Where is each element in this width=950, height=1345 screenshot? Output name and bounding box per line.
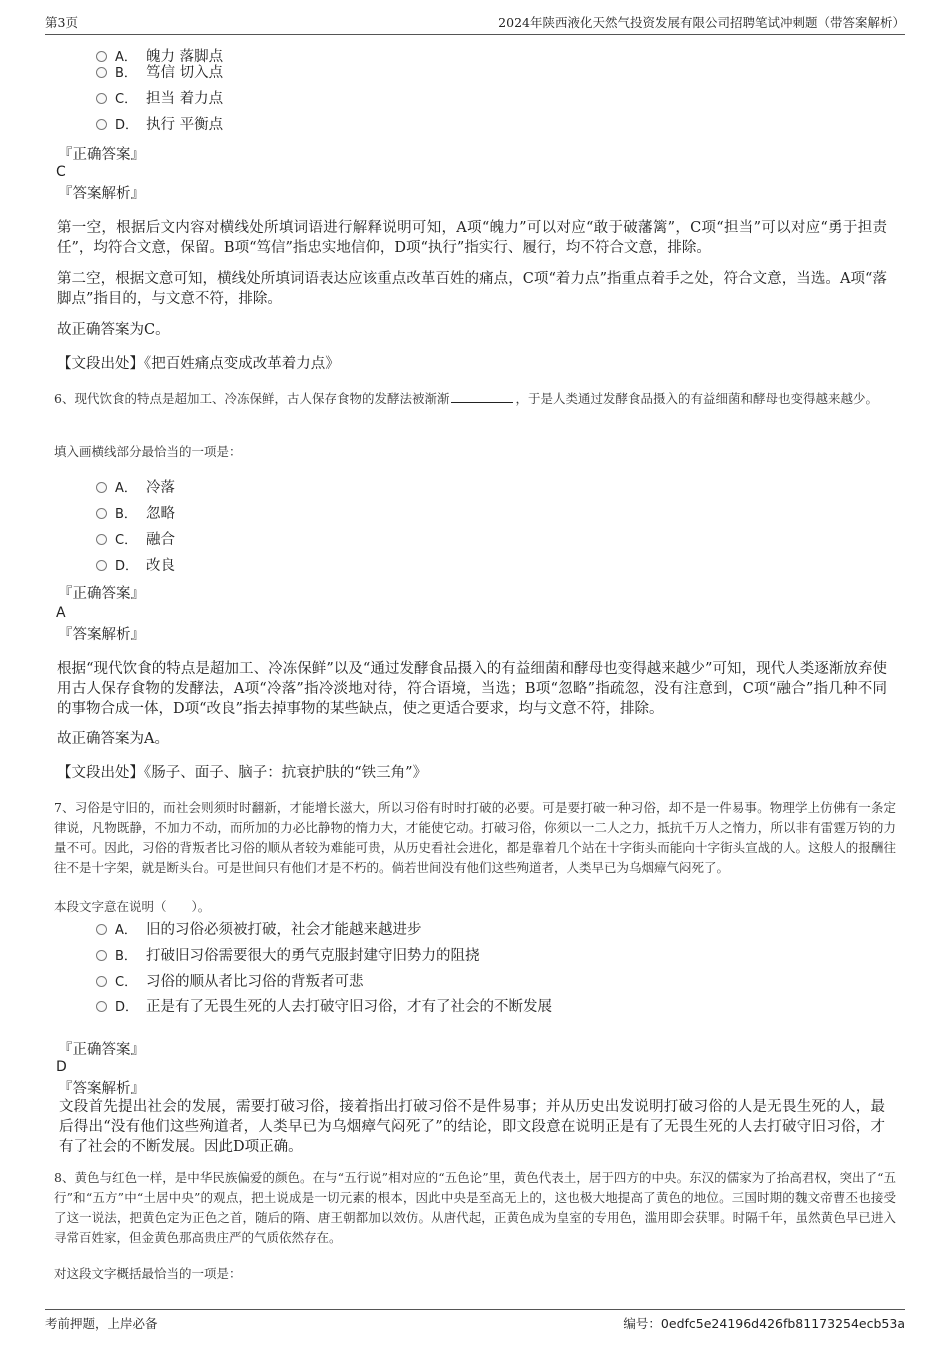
q7-analysis: 文段首先提出社会的发展，需要打破习俗，接着指出打破习俗不是件易事；并从历史出发说明打破习俗的人是无畏生死的人，最后得出“没有他们这些殉道者，人类早已为乌烟瘴气闷死了”的结论，即文段意在说明正是有了无畏生死的人去打破守旧习俗，才有了社会的不断发展。因此D项正确。 [59,1099,885,1155]
q5-option-c[interactable]: C． 担当 着力点 [96,89,223,109]
q5-source: 【文段出处】《把百姓痛点变成改革着力点》 [57,356,340,372]
radio-icon[interactable] [96,119,107,130]
q7-option-a[interactable]: A． 旧的习俗必须被打破，社会才能越来越进步 [96,920,422,940]
q5-analysis-label: 『答案解析』 [58,186,145,202]
radio-icon[interactable] [96,508,107,519]
radio-icon[interactable] [96,51,107,62]
radio-icon[interactable] [96,560,107,571]
radio-icon[interactable] [96,976,107,987]
q5-option-b[interactable]: B． 笃信 切入点 [96,63,223,83]
q6-analysis-label: 『答案解析』 [58,627,145,643]
page-header [45,14,905,35]
q5-analysis-para-2: 第二空，根据文意可知，横线处所填词语表达应该重点改革百姓的痛点，C项“着力点”指重点着手之处，符合文意，当选。A项“落脚点”指目的，与文意不符，排除。 [57,271,887,307]
q6-answer-label: 『正确答案』 [58,586,145,602]
document-title: 2024年陕西液化天然气投资发展有限公司招聘笔试冲刺题（带答案解析） [498,15,905,30]
q7-option-d[interactable]: D． 正是有了无畏生死的人去打破守旧习俗，才有了社会的不断发展 [96,997,552,1017]
document-code: 编号：0edfc5e24196d426fb81173254ecb53a [623,1316,905,1331]
q7-answer: D [56,1059,67,1075]
q6-option-d[interactable]: D． 改良 [96,556,175,576]
q7-option-c[interactable]: C． 习俗的顺从者比习俗的背叛者可悲 [96,972,364,992]
q7-answer-label: 『正确答案』 [58,1042,145,1058]
q6-option-a[interactable]: A． 冷落 [96,478,175,498]
q8-prompt: 对这段文字概括最恰当的一项是： [54,1266,242,1281]
q7-prompt: 本段文字意在说明（ ）。 [54,899,211,914]
radio-icon[interactable] [96,67,107,78]
q6-conclusion: 故正确答案为A。 [57,731,169,747]
footer-slogan: 考前押题，上岸必备 [45,1316,158,1331]
q6-stem: 6、现代饮食的特点是超加工、冷冻保鲜，古人保存食物的发酵法被渐渐 ，于是人类通过发酵食品摄入的有益细菌和酵母也变得越来越少。 [54,391,878,406]
q5-analysis-para-1: 第一空，根据后文内容对横线处所填词语进行解释说明可知，A项“魄力”可以对应“敢于破藩篱”，C项“担当”可以对应“勇于担责任”，均符合文意，保留。B项“笃信”指忠实地信仰，D项“执行”指实行、履行，均不符合文意，排除。 [57,220,887,256]
q7-stem: 7、习俗是守旧的，而社会则须时时翻新，才能增长滋大，所以习俗有时时打破的必要。可是要打破一种习俗，却不是一件易事。物理学上仿佛有一条定律说，凡物既静，不加力不动，而所加的力必比静物的惰力大，才能使它动。打破习俗，你须以一二人之力，抵抗千万人之惰力，所以非有雷霆万钧的力量不可。因此，习俗的背叛者比习俗的顺从者较为难能可贵，从历史看社会进化，都是靠着几个站在十字街头而能向十字街头宣战的人。这般人的报酬往往不是十字架，就是断头台。可是世间只有他们才是不朽的。倘若世间没有他们这些殉道者，人类早已为乌烟瘴气闷死了。 [54,800,896,875]
q6-option-b[interactable]: B． 忽略 [96,504,175,524]
q5-option-a[interactable]: A． 魄力 落脚点 [96,47,223,67]
radio-icon[interactable] [96,534,107,545]
q5-conclusion: 故正确答案为C。 [57,322,170,338]
q6-answer: A [56,605,66,621]
q7-option-b[interactable]: B． 打破旧习俗需要很大的勇气克服封建守旧势力的阻挠 [96,946,480,966]
page-footer [45,1309,905,1334]
radio-icon[interactable] [96,93,107,104]
q5-option-d[interactable]: D． 执行 平衡点 [96,115,223,135]
radio-icon[interactable] [96,482,107,493]
fill-blank [451,390,513,403]
radio-icon[interactable] [96,924,107,935]
q8-stem: 8、黄色与红色一样，是中华民族偏爱的颜色。在与“五行说”相对应的“五色论”里，黄色代表土，居于四方的中央。东汉的儒家为了抬高君权，突出了“五行”和“五方”中“土居中央”的观点，把土说成是一切元素的根本，因此中央是至高无上的，这也极大地提高了黄色的地位。三国时期的魏文帝曹丕也接受了这一说法，把黄色定为正色之首，随后的隋、唐王朝都加以效仿。从唐代起，正黄色成为皇室的专用色，滥用即会获罪。时隔千年，虽然黄色早已进入寻常百姓家，但金黄色那高贵庄严的气质依然存在。 [54,1170,896,1245]
page-number: 第3页 [45,15,78,30]
radio-icon[interactable] [96,1001,107,1012]
q6-option-c[interactable]: C． 融合 [96,530,175,550]
q7-analysis-label: 『答案解析』 [58,1081,145,1097]
q5-answer: C [56,164,66,180]
q6-source: 【文段出处】《肠子、面子、脑子：抗衰护肤的“铁三角”》 [57,765,428,781]
radio-icon[interactable] [96,950,107,961]
q5-answer-label: 『正确答案』 [58,147,145,163]
q6-analysis-para-1: 根据“现代饮食的特点是超加工、冷冻保鲜”以及“通过发酵食品摄入的有益细菌和酵母也变得越来越少”可知，现代人类逐渐放弃使用古人保存食物的发酵法，A项“冷落”指冷淡地对待，符合语境，当选；B项“忽略”指疏忽，没有注意到，C项“融合”指几种不同的事物合成一体，D项“改良”指去掉事物的某些缺点，使之更适合要求，均与文意不符，排除。 [57,661,887,717]
q6-prompt: 填入画横线部分最恰当的一项是： [54,444,242,459]
